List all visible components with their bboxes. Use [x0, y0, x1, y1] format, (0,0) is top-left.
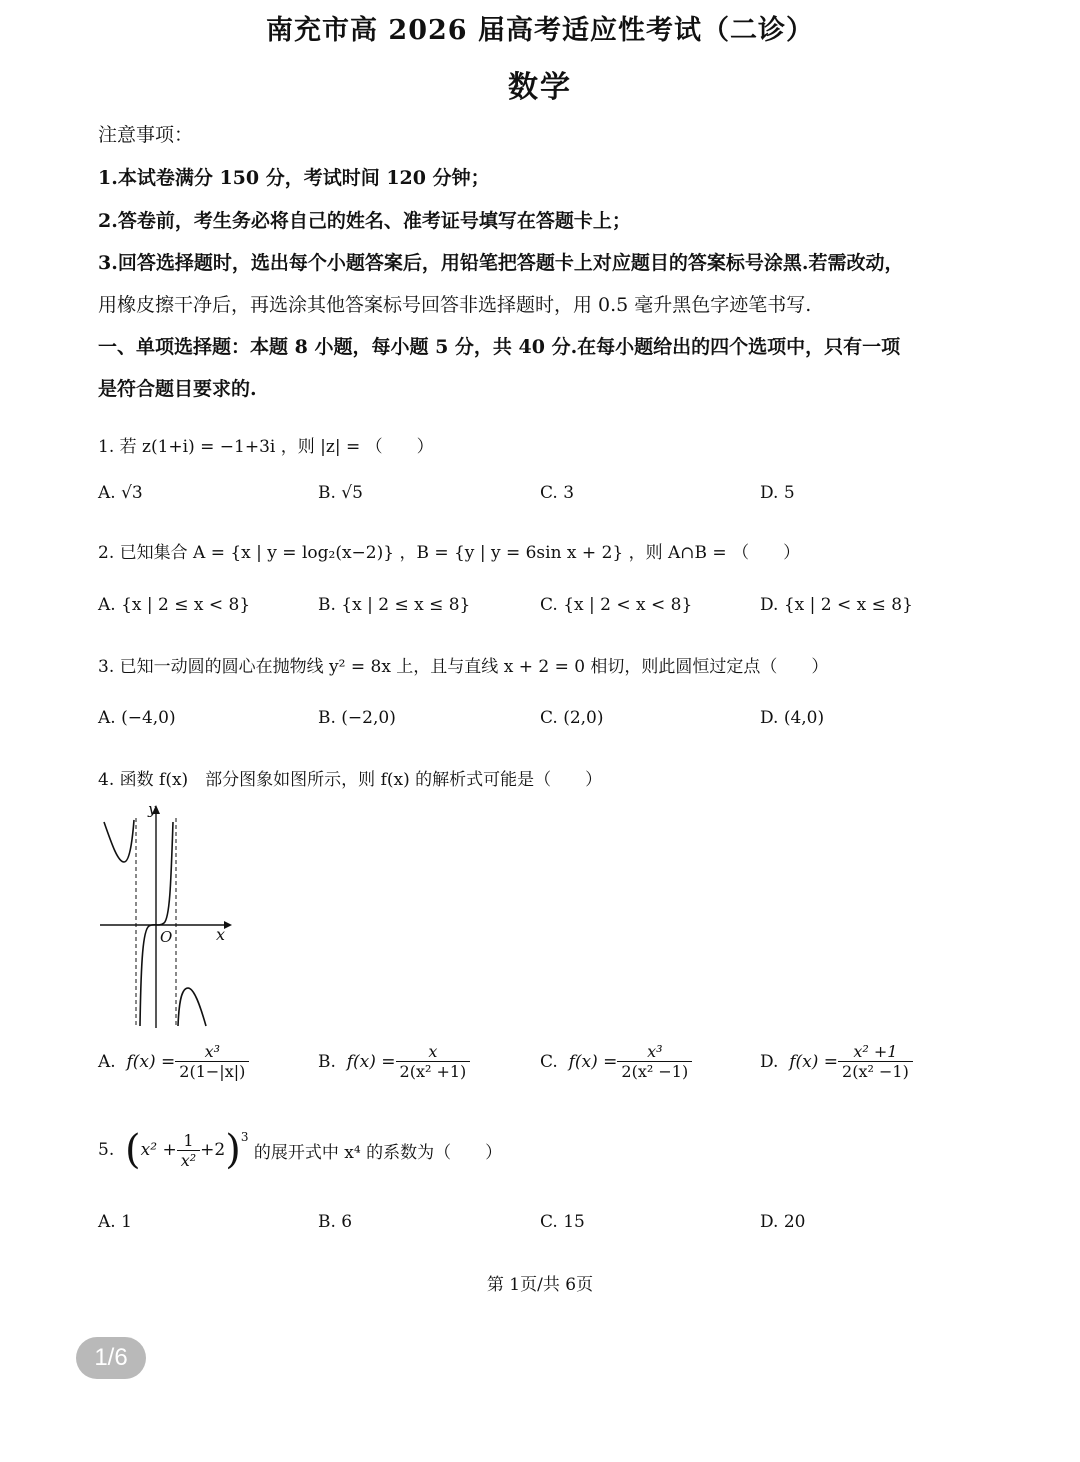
option-letter: A. — [98, 1051, 116, 1072]
question-5-stem: 5. ( x² + $\frac{1}{\text{x²}}$ +2 ) 3 的展开式中 x⁴ 的系数为（ ） — [98, 1127, 503, 1173]
fraction-numerator: x³ — [617, 1042, 692, 1062]
option-lhs: f(x) = — [126, 1051, 176, 1072]
q1-option-a: A. √3 — [98, 483, 143, 503]
q4-option-c — [540, 1042, 692, 1081]
notice-item: 用橡皮擦干净后，再选涂其他答案标号回答非选择题时，用 0.5 毫升黑色字迹笔书写. — [98, 294, 812, 316]
section-heading: 一、单项选择题：本题 8 小题，每小题 5 分，共 40 分.在每小题给出的四个选项中，只有一项 — [98, 336, 901, 358]
option-fraction — [396, 1042, 471, 1081]
question-number: 5. — [98, 1140, 115, 1160]
q4-option-b — [318, 1042, 470, 1081]
option-fraction — [838, 1042, 913, 1081]
x-axis-label: x — [216, 925, 226, 944]
y-axis-label: y — [148, 800, 157, 818]
fraction-denominator: 2(x² −1) — [842, 1062, 909, 1081]
curve-right-branch — [178, 988, 206, 1026]
section-heading-cont: 是符合题目要求的. — [98, 378, 257, 400]
question-2-stem: 2. 已知集合 A = {x | y = log₂(x−2)} ，B = {y | y = 6sin x + 2} ，则 A∩B = （ ） — [98, 543, 801, 563]
option-lhs: f(x) = — [346, 1051, 396, 1072]
q4-option-d — [760, 1042, 913, 1081]
fraction-numerator: x² +1 — [838, 1042, 913, 1062]
q1-option-b: B. √5 — [318, 483, 363, 503]
fraction-denominator: 2(x² +1) — [399, 1062, 467, 1081]
option-letter: C. — [540, 1051, 558, 1072]
function-graph — [96, 800, 236, 1032]
q3-option-c: C. (2,0) — [540, 708, 604, 728]
question-4-stem: 4. 函数 f(x) 部分图象如图所示，则 f(x) 的解析式可能是（ ） — [98, 770, 603, 790]
expr-exponent: 3 — [240, 1130, 249, 1144]
fraction-denominator: x² — [180, 1150, 197, 1170]
q3-option-a: A. (−4,0) — [98, 708, 176, 728]
q5-option-c: C. 15 — [540, 1212, 585, 1232]
fraction-denominator: 2(x² −1) — [621, 1062, 689, 1081]
q4-option-a — [98, 1042, 249, 1081]
exam-title: 南充市高 2026 届高考适应性考试（二诊） — [266, 15, 814, 46]
option-lhs: f(x) = — [789, 1051, 839, 1072]
expr-term: x² + — [140, 1140, 177, 1160]
expr-fraction — [177, 1131, 200, 1170]
q2-option-c: C. {x | 2 < x < 8} — [540, 595, 693, 615]
expr-term: +2 — [200, 1140, 226, 1160]
notice-item: 1.本试卷满分 150 分，考试时间 120 分钟； — [98, 167, 490, 189]
origin-label: O — [160, 928, 173, 946]
q2-option-d: D. {x | 2 < x ≤ 8} — [760, 595, 913, 615]
q5-option-a: A. 1 — [98, 1212, 132, 1232]
option-lhs: f(x) = — [568, 1051, 618, 1072]
fraction-numerator: x³ — [175, 1042, 249, 1062]
option-fraction — [175, 1042, 249, 1081]
notice-item: 3.回答选择题时，选出每个小题答案后，用铅笔把答题卡上对应题目的答案标号涂黑.若需改动， — [98, 252, 904, 274]
stem-text: 的展开式中 x⁴ 的系数为（ ） — [253, 1142, 503, 1163]
fraction-numerator: x — [396, 1042, 471, 1062]
q3-option-d: D. (4,0) — [760, 708, 825, 728]
option-fraction — [617, 1042, 692, 1081]
notice-heading: 注意事项： — [98, 124, 194, 146]
option-letter: D. — [760, 1051, 779, 1072]
q3-option-b: B. (−2,0) — [318, 708, 396, 728]
q2-option-b: B. {x | 2 ≤ x ≤ 8} — [318, 595, 471, 615]
question-1-stem: 1. 若 z(1+i) = −1+3i ，则 |z| = （ ） — [98, 437, 434, 457]
notice-item: 2.答卷前，考生务必将自己的姓名、准考证号填写在答题卡上； — [98, 210, 631, 232]
q1-option-d: D. 5 — [760, 483, 795, 503]
question-3-stem: 3. 已知一动圆的圆心在抛物线 y² = 8x 上，且与直线 x + 2 = 0 相切，则此圆恒过定点（ ） — [98, 657, 829, 677]
subject-title: 数学 — [508, 70, 572, 105]
page-indicator-badge[interactable]: 1/6 — [76, 1337, 146, 1379]
q5-option-b: B. 6 — [318, 1212, 353, 1232]
fraction-numerator: 1 — [177, 1131, 200, 1151]
fraction-denominator: 2(1−|x|) — [179, 1062, 246, 1081]
page-footer: 第 1页/共 6页 — [486, 1275, 594, 1295]
q5-option-d: D. 20 — [760, 1212, 806, 1232]
curve-left-branch — [104, 820, 134, 862]
x-axis-arrow — [224, 921, 232, 929]
option-letter: B. — [318, 1051, 336, 1072]
q1-option-c: C. 3 — [540, 483, 575, 503]
q2-option-a: A. {x | 2 ≤ x < 8} — [98, 595, 251, 615]
